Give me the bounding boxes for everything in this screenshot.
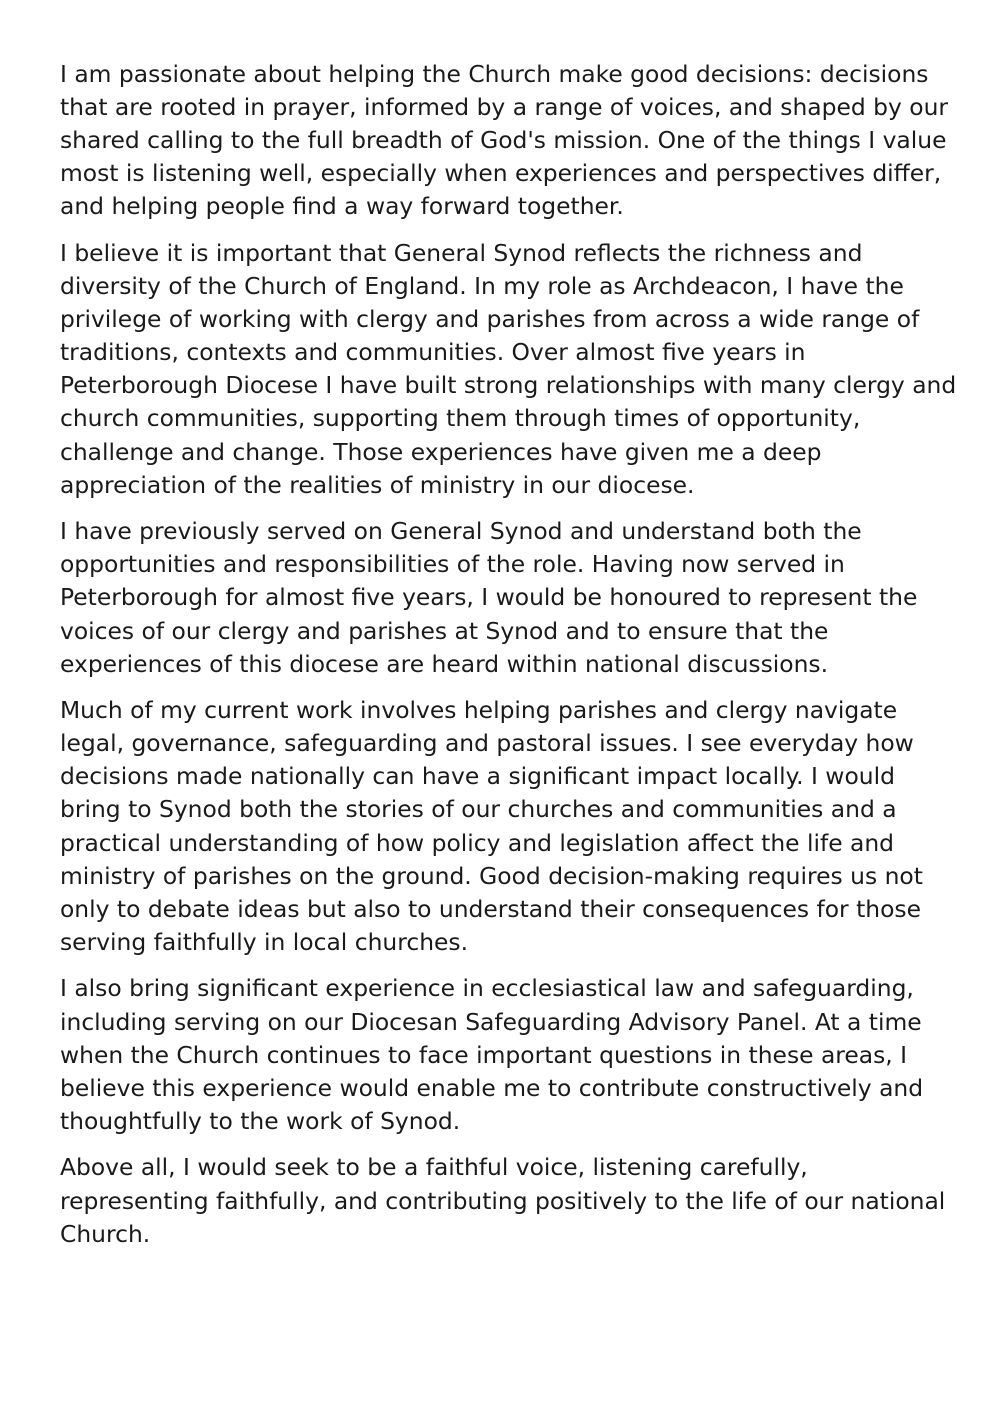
paragraph-3: I have previously served on General Synod and understand both the opportunities and responsibilities of the role. Having now served in Peterborough for almost five years, I would be honoured to represent the voices of our clergy and parishes at Synod and to ensure that the experiences of this diocese are heard within national discussions.: [60, 517, 918, 678]
paragraph-1: I am passionate about helping the Church make good decisions: decisions that are rooted in prayer, informed by a range of voices, and shaped by our shared calling to the full breadth of God's mission. One of the things I value most is listening well, especially when experiences and perspectives differ, and helping people find a way forward together.: [60, 60, 949, 221]
paragraph-6: Above all, I would seek to be a faithful voice, listening carefully, representing faithfully, and contributing positively to the life of our national Church.: [60, 1153, 946, 1248]
paragraph-5: I also bring significant experience in ecclesiastical law and safeguarding, including serving on our Diocesan Safeguarding Advisory Panel. At a time when the Church continues to face important questions in these areas, I believe this experience would enable me to contribute constructively and thoughtfully to the work of Synod.: [60, 974, 924, 1135]
paragraph-2: I believe it is important that General Synod reflects the richness and diversity of the Church of England. In my role as Archdeacon, I have the privilege of working with clergy and parishes from across a wide range of traditions, contexts and communities. Over almost five years in Peterborough Diocese I have built strong relationships with many clergy and church communities, supporting them through times of opportunity, challenge and change. Those experiences have given me a deep appreciation of the realities of ministry in our diocese.: [60, 238, 957, 499]
paragraph-4: Much of my current work involves helping parishes and clergy navigate legal, governance, safeguarding and pastoral issues. I see everyday how decisions made nationally can have a significant impact locally. I would bring to Synod both the stories of our churches and communities and a practical understanding of how policy and legislation affect the life and ministry of parishes on the ground. Good decision-making requires us not only to debate ideas but also to understand their consequences for those serving faithfully in local churches.: [60, 696, 923, 956]
